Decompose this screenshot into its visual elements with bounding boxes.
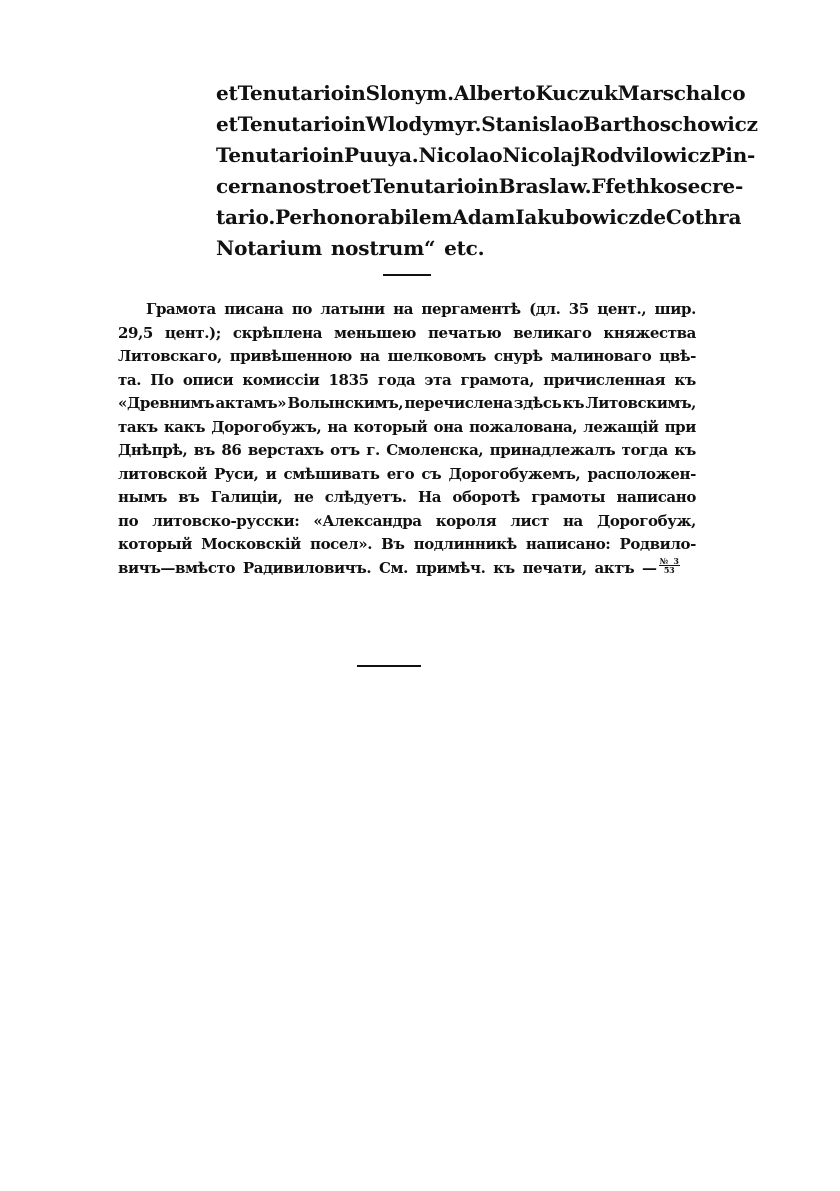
word: cerna <box>216 174 278 198</box>
word: Per <box>275 205 313 229</box>
ru-line-8 <box>118 463 696 487</box>
word: 35 <box>568 300 589 318</box>
word: къ <box>674 370 696 389</box>
word: написано: <box>525 535 611 553</box>
word: Въ <box>381 535 405 553</box>
word: въ <box>193 441 215 459</box>
ru-line-12 <box>118 557 696 581</box>
word: привѣшенною <box>229 347 352 365</box>
word: написано <box>616 488 696 506</box>
word: et <box>349 174 371 198</box>
ru-line-7 <box>118 439 696 463</box>
word: in <box>343 112 366 136</box>
word: его <box>386 464 415 483</box>
ru-line-6 <box>118 416 696 440</box>
word: 86 <box>221 441 242 459</box>
word: Kuczuk <box>535 81 618 105</box>
word: (дл. <box>529 300 561 318</box>
word: къ <box>562 394 585 412</box>
word: литовско-русски: <box>152 511 300 530</box>
word: оборотѣ <box>452 488 520 506</box>
ru-line-1 <box>118 298 696 322</box>
fraction-denominator: 53 <box>663 564 675 575</box>
word: Tenutario <box>237 81 344 105</box>
word: Nicolaj <box>502 143 581 167</box>
word: Дорогобуж, <box>596 511 696 530</box>
line-text: Notarium nostrum“ etc. <box>216 236 485 260</box>
word: Руси, <box>214 464 259 483</box>
word: эта <box>424 370 452 389</box>
word: Ffethko <box>591 174 677 198</box>
word: она <box>433 417 463 436</box>
word: Pin- <box>710 143 756 167</box>
word: отъ <box>330 441 360 459</box>
word: комиссіи <box>242 370 320 389</box>
word: in <box>476 174 499 198</box>
word: причисленная <box>543 370 666 389</box>
latin-line-2 <box>216 109 758 140</box>
word: нымъ <box>118 488 167 506</box>
word: года <box>377 370 416 389</box>
ru-line-5 <box>118 392 696 416</box>
word: снурѣ <box>493 347 543 365</box>
word: шир. <box>654 300 696 318</box>
word: Wlodymyr. <box>365 112 482 136</box>
word: латыни <box>320 300 385 318</box>
latin-line-4 <box>216 171 744 202</box>
word: Stanislao <box>481 112 584 136</box>
word: цент., <box>597 300 647 318</box>
word: На <box>417 488 442 506</box>
end-divider <box>357 665 421 667</box>
word: въ <box>178 488 200 506</box>
word: цвѣ- <box>659 347 696 365</box>
latin-line-6 <box>216 233 698 264</box>
word: короля <box>435 511 497 530</box>
word: tario. <box>216 205 276 229</box>
word: великаго <box>513 323 592 342</box>
latin-paragraph <box>216 78 758 264</box>
word: цент.); <box>164 323 221 342</box>
ru-line-4 <box>118 369 696 393</box>
word: меньшею <box>334 323 416 342</box>
word: Puuya. <box>344 143 419 167</box>
word: расположен- <box>587 464 696 483</box>
word: посел». <box>309 535 373 553</box>
word: къ <box>674 441 696 459</box>
ru-line-9 <box>118 486 696 510</box>
word: По <box>150 370 174 389</box>
word: такъ <box>118 417 158 436</box>
word: та. <box>118 370 142 389</box>
word: Alberto <box>453 81 536 105</box>
word: по <box>118 511 139 530</box>
act-number-fraction <box>659 557 680 581</box>
ru-line-12-text: вичъ—вмѣсто Радивиловичъ. См. примѣч. къ печати, актъ — <box>118 558 657 577</box>
word: подлинникѣ <box>413 535 517 553</box>
ru-line-2 <box>118 322 696 346</box>
word: малиноваго <box>550 347 652 365</box>
word: Tenutario <box>237 112 344 136</box>
word: съ <box>421 464 442 483</box>
ru-line-10 <box>118 510 696 534</box>
word: актамъ» <box>215 394 287 412</box>
word: «Древнимъ <box>118 394 215 412</box>
word: Галиціи, <box>210 488 283 506</box>
word: принадлежалъ <box>489 441 616 459</box>
word: пергаментѣ <box>421 300 521 318</box>
word: верстахъ <box>247 441 324 459</box>
word: secre- <box>676 174 744 198</box>
word: «Александра <box>313 511 422 530</box>
word: какъ <box>163 417 206 436</box>
word: Slonym. <box>365 81 454 105</box>
word: Adam <box>452 205 516 229</box>
word: Cothra <box>665 205 742 229</box>
word: et <box>216 81 238 105</box>
word: лист <box>510 511 549 530</box>
word: Дорогобужъ, <box>211 417 322 436</box>
word: 29,5 <box>118 323 153 342</box>
word: описи <box>182 370 234 389</box>
word: Литовскимъ, <box>585 394 696 412</box>
word: Волынскимъ, <box>287 394 404 412</box>
word: который <box>118 535 192 553</box>
ru-line-11 <box>118 533 696 557</box>
word: здѣсь <box>513 394 562 412</box>
latin-line-5 <box>216 202 742 233</box>
word: Tenutario <box>216 143 323 167</box>
word: Дорогобужемъ, <box>448 464 581 483</box>
word: de <box>639 205 666 229</box>
word: литовской <box>118 464 207 483</box>
word: тогда <box>621 441 668 459</box>
word: на <box>562 511 583 530</box>
word: et <box>216 112 238 136</box>
word: на <box>393 300 414 318</box>
word: Tenutario <box>370 174 477 198</box>
word: nostro <box>277 174 350 198</box>
word: который <box>353 417 428 436</box>
word: слѣдуетъ. <box>324 488 407 506</box>
word: Грамота <box>146 300 216 318</box>
word: in <box>322 143 345 167</box>
word: и <box>265 464 277 483</box>
latin-line-3 <box>216 140 756 171</box>
word: Московскій <box>201 535 301 553</box>
word: на <box>359 347 380 365</box>
word: не <box>293 488 314 506</box>
word: Литовскаго, <box>118 347 222 365</box>
word: лежащій <box>583 417 659 436</box>
word: писана <box>224 300 284 318</box>
word: honorabilem <box>312 205 453 229</box>
section-divider-short <box>383 274 431 276</box>
word: грамоты <box>531 488 606 506</box>
ru-line-3 <box>118 345 696 369</box>
word: Смоленска, <box>386 441 484 459</box>
fraction-numerator: № 3 <box>659 555 679 566</box>
word: г. <box>366 441 380 459</box>
word: Braslaw. <box>498 174 592 198</box>
word: скрѣплена <box>232 323 323 342</box>
word: in <box>343 81 366 105</box>
word: по <box>291 300 313 318</box>
word: Nicolao <box>418 143 503 167</box>
word: шелковомъ <box>387 347 487 365</box>
word: печатью <box>427 323 502 342</box>
word: Marschalco <box>617 81 746 105</box>
word: грамота, <box>460 370 535 389</box>
word: Rodvilowicz <box>580 143 711 167</box>
archival-note-paragraph <box>118 298 696 580</box>
word: Barthoschowicz <box>583 112 758 136</box>
word: 1835 <box>328 370 369 389</box>
word: пожалована, <box>469 417 578 436</box>
word: Родвило- <box>619 535 696 553</box>
word: при <box>664 417 696 436</box>
word: перечислена <box>404 394 513 412</box>
word: княжества <box>603 323 696 342</box>
word: Iakubowicz <box>515 205 640 229</box>
latin-line-1 <box>216 78 746 109</box>
word: на <box>327 417 348 436</box>
word: Днѣпрѣ, <box>118 441 188 459</box>
word: смѣшивать <box>283 464 380 483</box>
